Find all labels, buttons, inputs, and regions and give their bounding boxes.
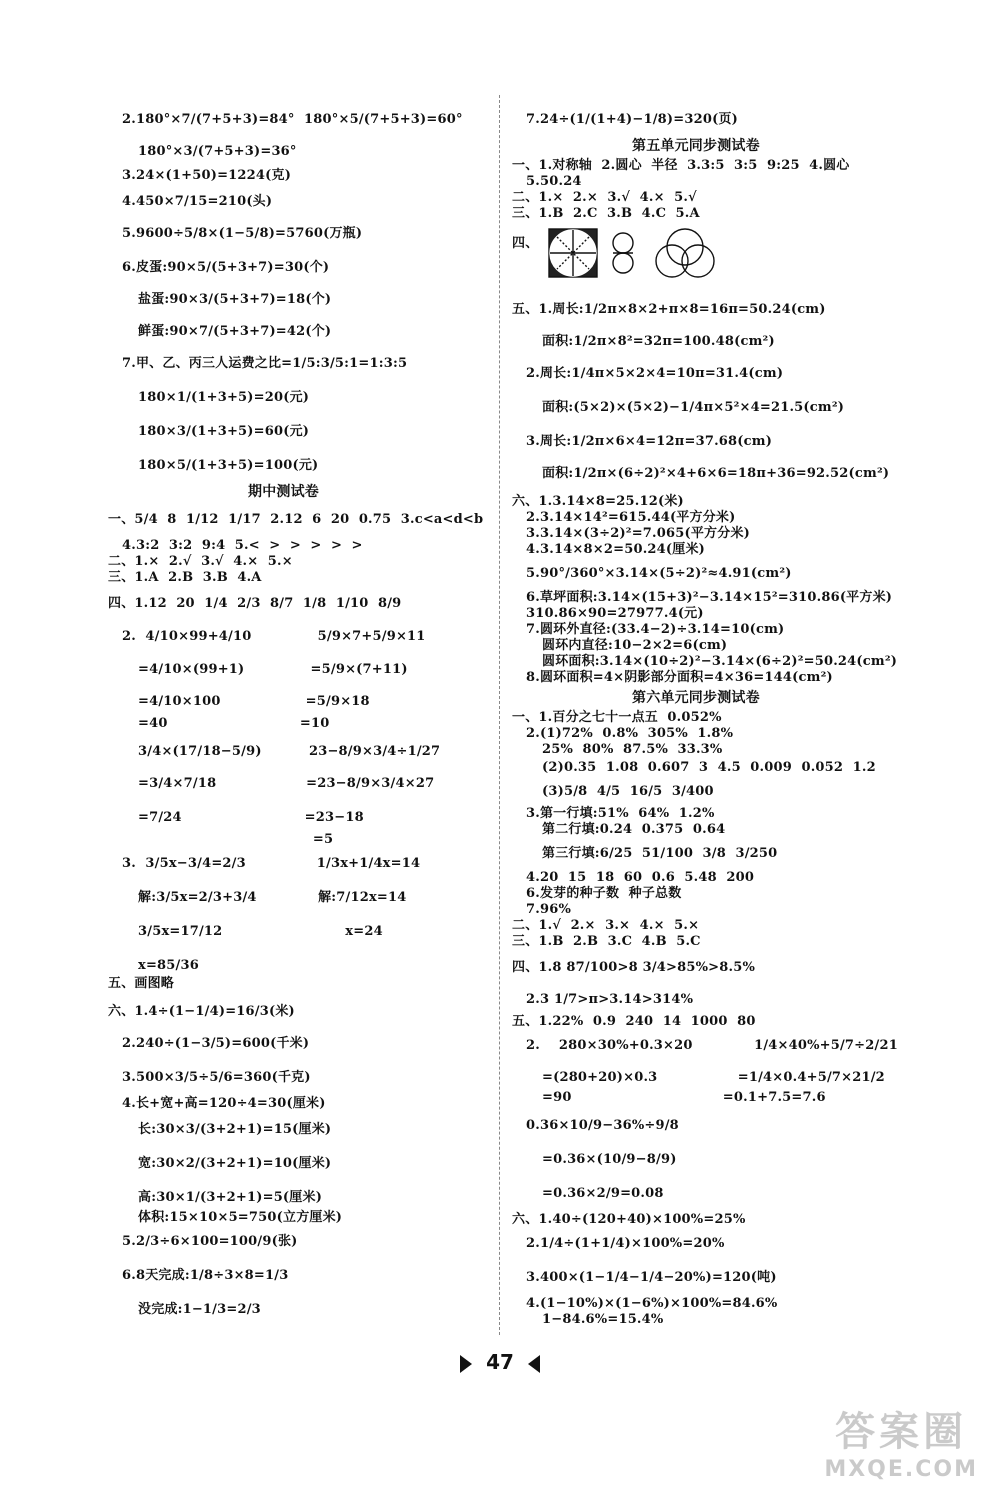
answer-line: 3/4×(17/18−5/9) 23−8/9×3/4÷1/27 <box>138 744 441 759</box>
answer-line: 3.周长:1/2π×6×4=12π=37.68(cm) <box>526 434 773 449</box>
answer-line: 面积:(5×2)×(5×2)−1/4π×5²×4=21.5(cm²) <box>542 400 845 415</box>
answer-line: 高:30×1/(3+2+1)=5(厘米) <box>138 1190 323 1205</box>
answer-line: 2.3 1/7>π>3.14>314% <box>526 992 694 1007</box>
square-with-circle-figure <box>549 229 597 277</box>
answer-line: =0.36×2/9=0.08 <box>542 1186 664 1201</box>
answer-line: 6.8天完成:1/8÷3×8=1/3 <box>122 1268 289 1283</box>
answer-line: 二、1.× 2.× 3.√ 4.× 5.√ <box>512 190 697 205</box>
answer-line: =7/24 =23−18 <box>138 810 364 825</box>
answer-line: 鲜蛋:90×7/(5+3+7)=42(个) <box>138 324 332 339</box>
answer-line: 3.400×(1−1/4−1/4−20%)=120(吨) <box>526 1270 777 1285</box>
answer-line: 一、5/4 8 1/12 1/17 2.12 6 20 0.75 3.c<a<d<b <box>108 512 484 527</box>
answer-line: (3)5/8 4/5 16/5 3/400 <box>542 784 714 799</box>
section-title: 第五单元同步测试卷 <box>632 138 760 154</box>
site-watermark <box>824 1400 978 1482</box>
answer-line: 180×5/(1+3+5)=100(元) <box>138 458 319 473</box>
answer-line: 四、1.12 20 1/4 2/3 8/7 1/8 1/10 8/9 <box>108 596 402 611</box>
unit5-figures <box>545 225 725 281</box>
answer-line: 五、1.周长:1/2π×8×2+π×8=16π=50.24(cm) <box>512 302 826 317</box>
answer-line: 2.(1)72% 0.8% 305% 1.8% <box>526 726 734 741</box>
right-arrow-icon <box>460 1355 472 1373</box>
answer-line: 面积:1/2π×8²=32π=100.48(cm²) <box>542 334 775 349</box>
watermark-logo-text: 答案圈 <box>835 1409 968 1455</box>
answer-line: 六、1.40÷(120+40)×100%=25% <box>512 1212 746 1227</box>
three-circles-figure <box>656 229 714 277</box>
answer-line: 没完成:1−1/3=2/3 <box>138 1302 261 1317</box>
answer-line: 二、1.√ 2.× 3.× 4.× 5.× <box>512 918 700 933</box>
answer-line: 2.240÷(1−3/5)=600(千米) <box>122 1036 310 1051</box>
answer-line: 圆环内直径:10−2×2=6(cm) <box>542 638 728 653</box>
answer-line: 25% 80% 87.5% 33.3% <box>542 742 723 757</box>
answer-line: 7.圆环外直径:(33.4−2)÷3.14=10(cm) <box>526 622 785 637</box>
answer-line: 2. 280×30%+0.3×20 1/4×40%+5/7÷2/21 <box>526 1038 898 1053</box>
answer-line: (2)0.35 1.08 0.607 3 4.5 0.009 0.052 1.2 <box>542 760 876 775</box>
answer-line: 3.第一行填:51% 64% 1.2% <box>526 806 715 821</box>
answer-line: =3/4×7/18 =23−8/9×3/4×27 <box>138 776 435 791</box>
answer-line: =0.36×(10/9−8/9) <box>542 1152 677 1167</box>
answer-line: x=85/36 <box>138 958 199 973</box>
answer-line: 盐蛋:90×3/(5+3+7)=18(个) <box>138 292 332 307</box>
answer-line: 4.3.14×8×2=50.24(厘米) <box>526 542 706 557</box>
answer-line: 2.1/4÷(1+1/4)×100%=20% <box>526 1236 725 1251</box>
answer-line: 5.9600÷5/8×(1−5/8)=5760(万瓶) <box>122 226 363 241</box>
answer-line: 五、1.22% 0.9 240 14 1000 80 <box>512 1014 756 1029</box>
answer-line: 1−84.6%=15.4% <box>542 1312 664 1327</box>
answer-line: 180°×3/(7+5+3)=36° <box>138 144 297 159</box>
answer-line: 8.圆环面积=4×阴影部分面积=4×36=144(cm²) <box>526 670 833 685</box>
answer-line: =40 =10 <box>138 716 330 731</box>
answer-line: 7.96% <box>526 902 572 917</box>
answer-line: 3.24×(1+50)=1224(克) <box>122 168 292 183</box>
answer-line: 4.20 15 18 60 0.6 5.48 200 <box>526 870 755 885</box>
answer-line: 五、画图略 <box>108 976 175 991</box>
answer-line: 2.周长:1/4π×5×2×4=10π=31.4(cm) <box>526 366 784 381</box>
column-divider <box>499 95 500 1335</box>
answer-line: 2. 4/10×99+4/10 5/9×7+5/9×11 <box>122 629 426 644</box>
answer-line: =5 <box>138 832 334 847</box>
answer-line: 圆环面积:3.14×(10÷2)²−3.14×(6÷2)²=50.24(cm²) <box>542 654 898 669</box>
answer-line: 7.甲、乙、丙三人运费之比=1/5:3/5:1=1:3:5 <box>122 356 408 371</box>
answer-line: 一、1.对称轴 2.圆心 半径 3.3:5 3:5 9:25 4.圆心 <box>512 158 850 173</box>
answer-line: 六、1.3.14×8=25.12(米) <box>512 494 684 509</box>
answer-line: 6.皮蛋:90×5/(5+3+7)=30(个) <box>122 260 330 275</box>
answer-line: 长:30×3/(3+2+1)=15(厘米) <box>138 1122 332 1137</box>
answer-line: 3.3.14×(3÷2)²=7.065(平方分米) <box>526 526 751 541</box>
answer-line: 4.(1−10%)×(1−6%)×100%=84.6% <box>526 1296 778 1311</box>
answer-line: 宽:30×2/(3+2+1)=10(厘米) <box>138 1156 332 1171</box>
answer-line: =(280+20)×0.3 =1/4×0.4+5/7×21/2 <box>542 1070 885 1085</box>
answer-line: 2.3.14×14²=615.44(平方分米) <box>526 510 736 525</box>
answer-line: 三、1.A 2.B 3.B 4.A <box>108 570 262 585</box>
answer-line: =90 =0.1+7.5=7.6 <box>542 1090 826 1105</box>
answer-line: =4/10×(99+1) =5/9×(7+11) <box>138 662 408 677</box>
answer-line: 7.24÷(1/(1+4)−1/8)=320(页) <box>526 112 738 127</box>
answer-line: 6.草坪面积:3.14×(15+3)²−3.14×15²=310.86(平方米) <box>526 590 893 605</box>
answer-line: 0.36×10/9−36%÷9/8 <box>526 1118 679 1133</box>
answer-line: 一、1.百分之七十一点五 0.052% <box>512 710 722 725</box>
answer-line: 5.2/3÷6×100=100/9(张) <box>122 1234 298 1249</box>
answer-line: 第二行填:0.24 0.375 0.64 <box>542 822 726 837</box>
answer-line: 3/5x=17/12 x=24 <box>138 924 383 939</box>
answer-line: 解:3/5x=2/3+3/4 解:7/12x=14 <box>138 890 407 905</box>
page-number-text: 47 <box>486 1350 514 1374</box>
answer-line: =4/10×100 =5/9×18 <box>138 694 370 709</box>
section-title: 期中测试卷 <box>248 484 319 500</box>
answer-line: 180×1/(1+3+5)=20(元) <box>138 390 310 405</box>
answer-line: 310.86×90=27977.4(元) <box>526 606 704 621</box>
page-number <box>0 1350 1000 1374</box>
watermark-url: MXQE.COM <box>824 1457 978 1482</box>
answer-line: 四、 <box>512 236 539 251</box>
answer-line: 6.发芽的种子数 种子总数 <box>526 886 682 901</box>
answer-line: 第三行填:6/25 51/100 3/8 3/250 <box>542 846 778 861</box>
answer-line: 5.90°/360°×3.14×(5÷2)²≈4.91(cm²) <box>526 566 792 581</box>
answer-line: 180×3/(1+3+5)=60(元) <box>138 424 310 439</box>
answer-line: 三、1.B 2.B 3.C 4.B 5.C <box>512 934 701 949</box>
answer-line: 4.450×7/15=210(头) <box>122 194 273 209</box>
answer-line: 三、1.B 2.C 3.B 4.C 5.A <box>512 206 700 221</box>
section-title: 第六单元同步测试卷 <box>632 690 760 706</box>
two-circles-figure <box>613 233 633 273</box>
answer-line: 3. 3/5x−3/4=2/3 1/3x+1/4x=14 <box>122 856 421 871</box>
answer-line: 六、1.4÷(1−1/4)=16/3(米) <box>108 1004 295 1019</box>
answer-line: 面积:1/2π×(6÷2)²×4+6×6=18π+36=92.52(cm²) <box>542 466 890 481</box>
answer-line: 四、1.8 87/100>8 3/4>85%>8.5% <box>512 960 756 975</box>
left-arrow-icon <box>528 1355 540 1373</box>
answer-line: 5.50.24 <box>526 174 582 189</box>
answer-line: 体积:15×10×5=750(立方厘米) <box>138 1210 343 1225</box>
answer-line: 2.180°×7/(7+5+3)=84° 180°×5/(7+5+3)=60° <box>122 112 463 127</box>
answer-line: 3.500×3/5÷5/6=360(千克) <box>122 1070 311 1085</box>
answer-line: 4.长+宽+高=120÷4=30(厘米) <box>122 1096 326 1111</box>
answer-line: 4.3:2 3:2 9:4 5.< > > > > > <box>122 538 363 553</box>
answer-line: 二、1.× 2.√ 3.√ 4.× 5.× <box>108 554 293 569</box>
